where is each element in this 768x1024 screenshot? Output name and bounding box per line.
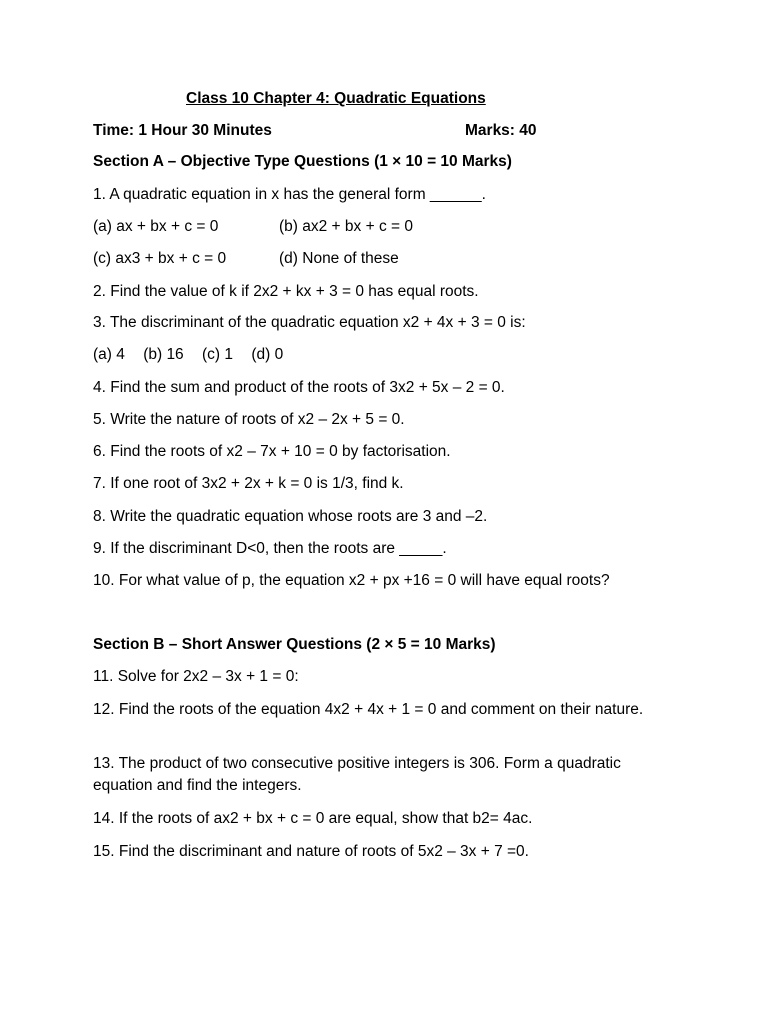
question-10: 10. For what value of p, the equation x2 + px +16 = 0 will have equal roots? [93,572,610,589]
question-3: 3. The discriminant of the quadratic equation x2 + 4x + 3 = 0 is: [93,314,526,331]
time-label: Time: 1 Hour 30 Minutes [93,122,272,139]
option-d: (d) 0 [251,346,284,363]
question-2: 2. Find the value of k if 2x2 + kx + 3 = 0 has equal roots. [93,283,479,300]
marks-label: Marks: 40 [465,122,537,139]
exam-info-row [93,120,673,142]
question-9: 9. If the discriminant D<0, then the roots are _____. [93,540,447,557]
question-5: 5. Write the nature of roots of x2 – 2x + 5 = 0. [93,411,405,428]
question-1: 1. A quadratic equation in x has the general form ______. [93,186,486,203]
question-1-options-row-2 [93,248,673,270]
question-13: 13. The product of two consecutive positive integers is 306. Form a quadratic equation and find the integers. [93,755,621,794]
section-a-heading: Section A – Objective Type Questions (1 × 10 = 10 Marks) [93,153,512,170]
option-b: (b) 16 [143,346,184,363]
question-11: 11. Solve for 2x2 – 3x + 1 = 0: [93,668,299,685]
question-7: 7. If one root of 3x2 + 2x + k = 0 is 1/3, find k. [93,475,404,492]
section-b-heading: Section B – Short Answer Questions (2 × 5 = 10 Marks) [93,636,496,653]
option-d: (d) None of these [279,250,399,267]
option-c: (c) 1 [202,346,233,363]
option-c: (c) ax3 + bx + c = 0 [93,250,227,267]
question-12: 12. Find the roots of the equation 4x2 + 4x + 1 = 0 and comment on their nature. [93,701,644,718]
option-b: (b) ax2 + bx + c = 0 [279,218,413,235]
question-15: 15. Find the discriminant and nature of roots of 5x2 – 3x + 7 =0. [93,843,529,860]
option-a: (a) 4 [93,346,125,363]
page-title: Class 10 Chapter 4: Quadratic Equations [186,90,486,107]
question-4: 4. Find the sum and product of the roots of 3x2 + 5x – 2 = 0. [93,379,505,396]
option-a: (a) ax + bx + c = 0 [93,218,219,235]
question-1-options-row-1 [93,216,673,238]
question-6: 6. Find the roots of x2 – 7x + 10 = 0 by factorisation. [93,443,451,460]
question-8: 8. Write the quadratic equation whose roots are 3 and –2. [93,508,488,525]
question-3-options [93,344,297,366]
question-14: 14. If the roots of ax2 + bx + c = 0 are equal, show that b2= 4ac. [93,810,533,827]
